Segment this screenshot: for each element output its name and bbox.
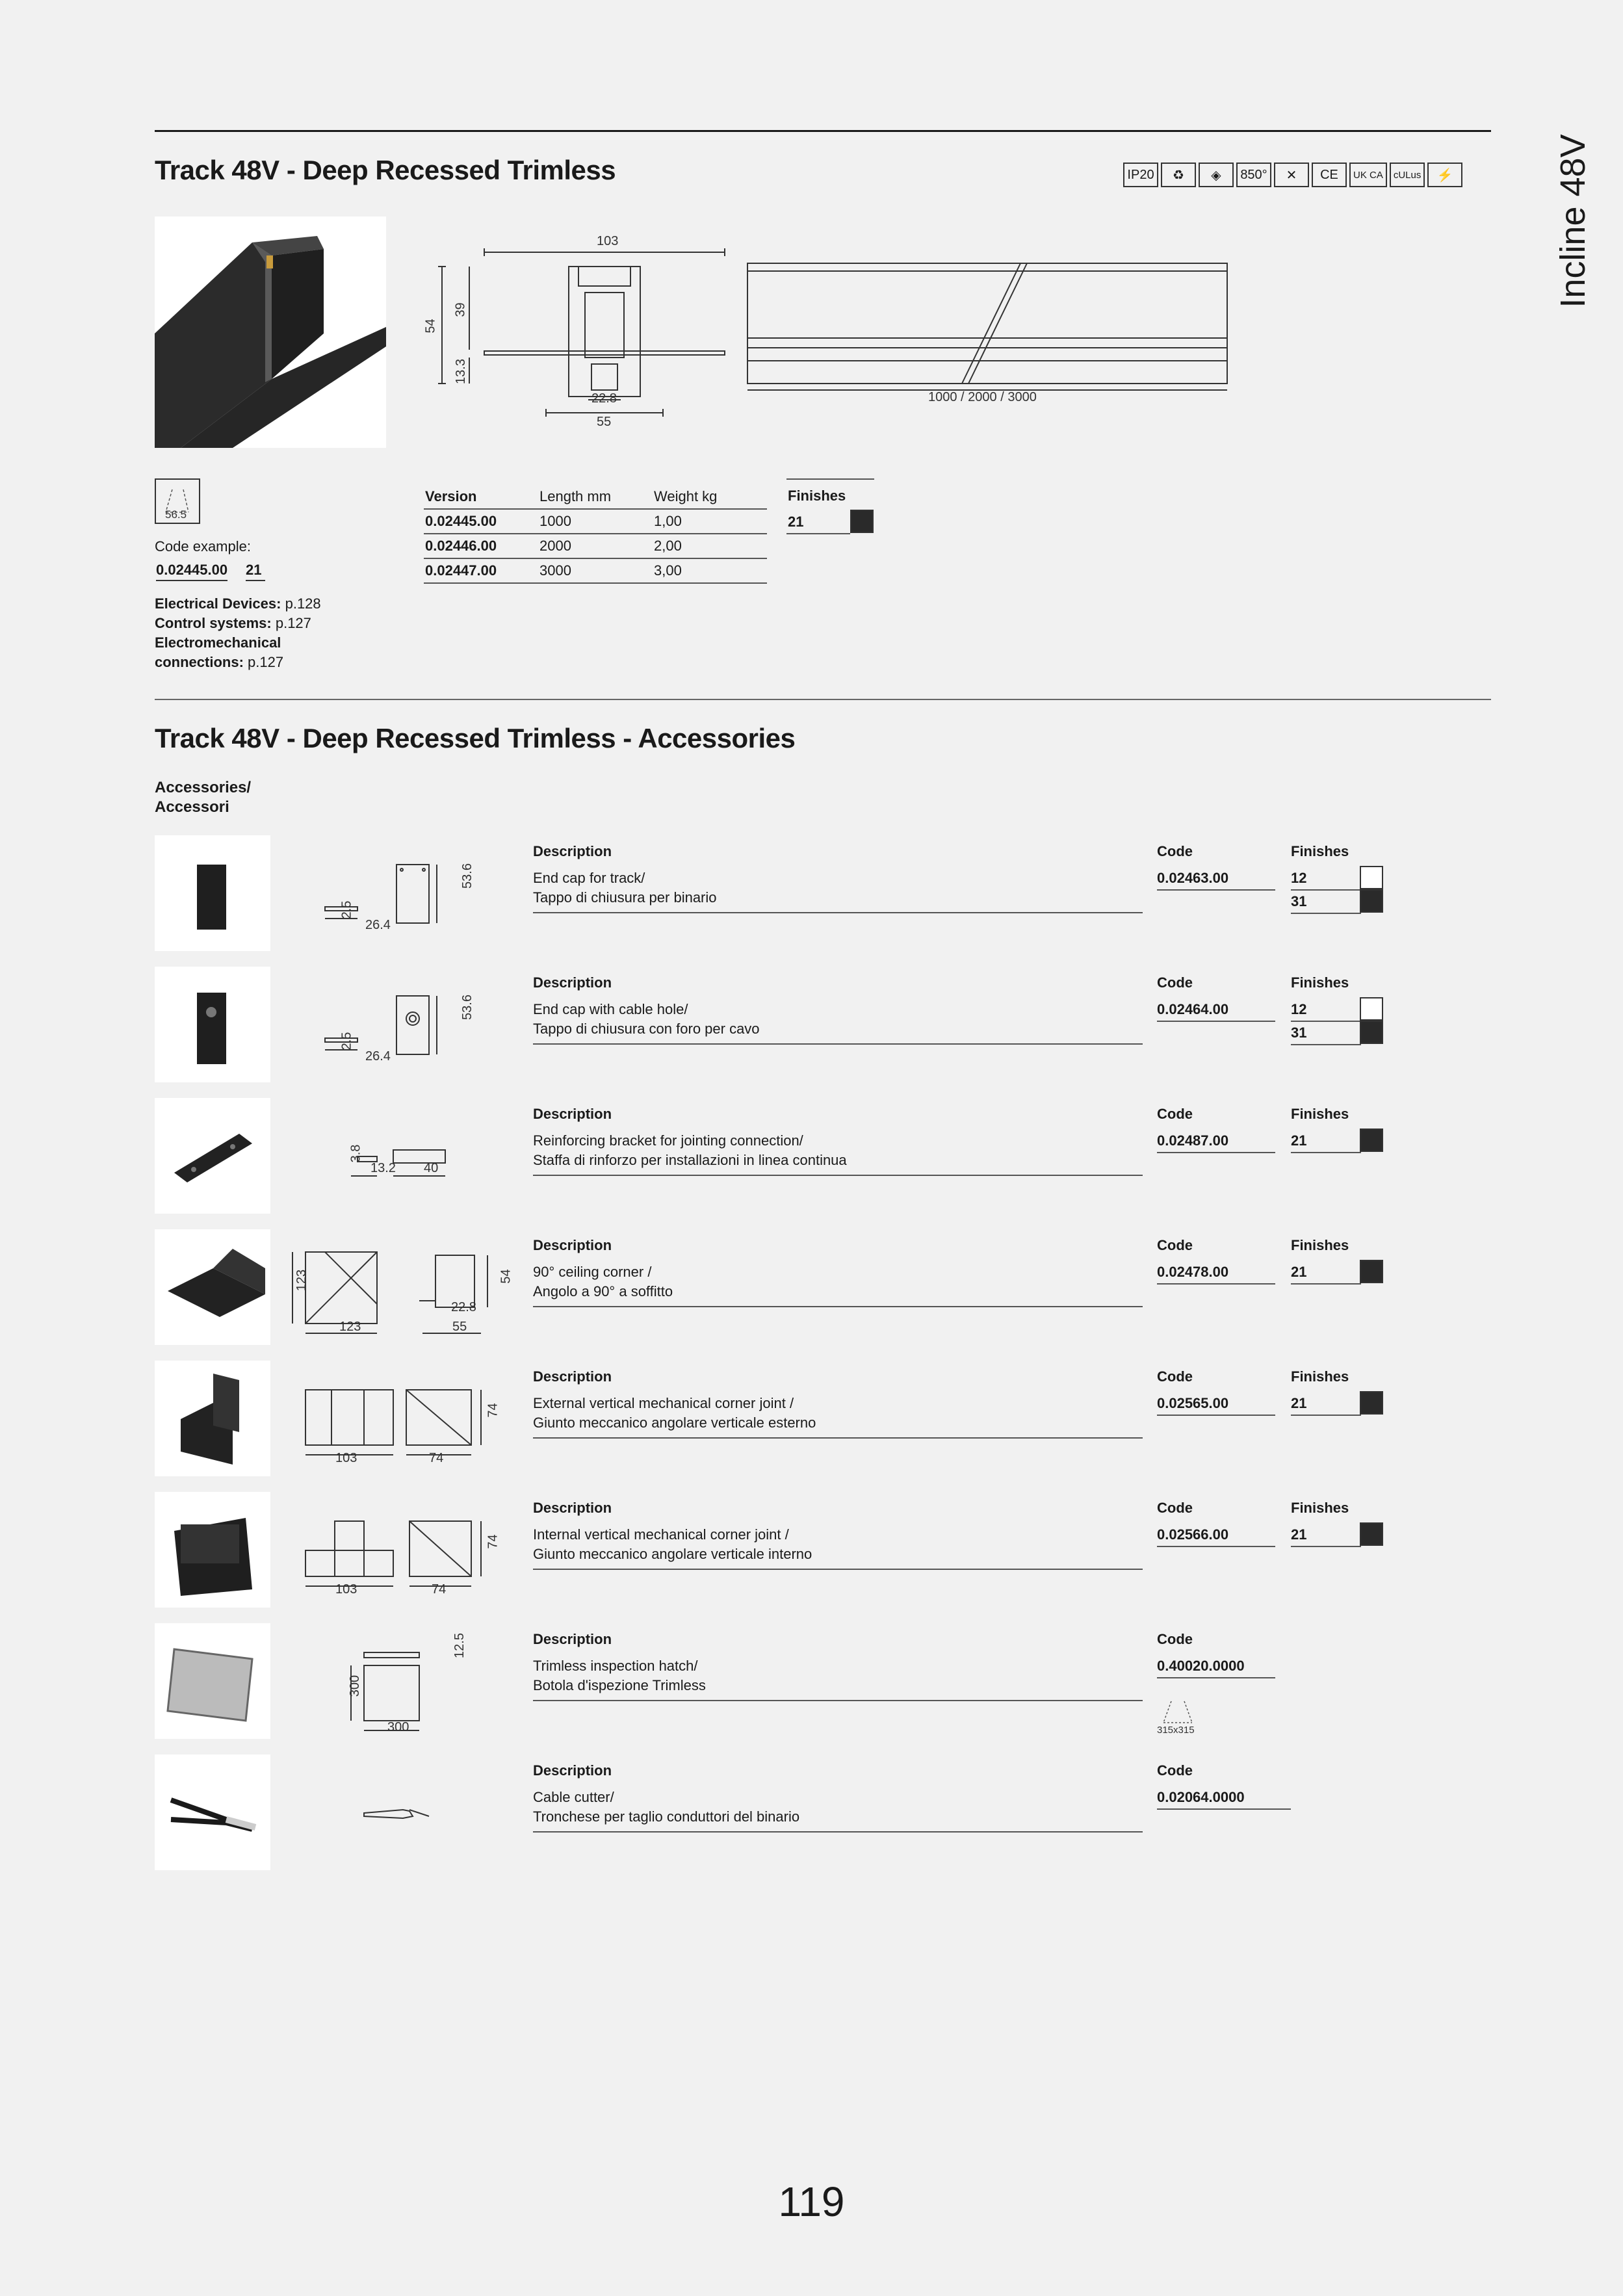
length-cell: 1000 [538, 509, 653, 534]
accessory-image [155, 1098, 270, 1214]
description-header: Description [533, 1500, 612, 1516]
accessory-dim: 74 [429, 1451, 444, 1465]
recycle-icon: ♻ [1161, 163, 1196, 187]
finish-swatch [850, 510, 874, 533]
accessory-dim: 2.5 [339, 900, 354, 919]
accessory-code: 0.02064.0000 [1157, 1789, 1245, 1805]
description-underline [533, 1700, 1143, 1701]
side-tab [1540, 130, 1605, 312]
accessory-image [155, 967, 270, 1082]
description-header: Description [533, 1106, 612, 1122]
description-line-2: Tronchese per taglio conduttori del binario [533, 1808, 800, 1825]
finish-underline [786, 533, 850, 534]
finish-code: 21 [1291, 1264, 1307, 1280]
description-header: Description [533, 1237, 612, 1253]
accessory-dim: 55 [452, 1320, 467, 1334]
finish-underline [1291, 1152, 1361, 1153]
accessory-dim: 123 [294, 1269, 309, 1292]
description-underline [533, 1569, 1143, 1570]
accessory-dim: 12.5 [452, 1633, 467, 1658]
accessory-photo [155, 1098, 270, 1214]
accessory-dim: 2.5 [339, 1032, 354, 1050]
code-header: Code [1157, 1106, 1193, 1122]
finish-code: 21 [1291, 1526, 1307, 1543]
page-number: 119 [778, 2178, 845, 2225]
accessory-dim: 22.8 [451, 1300, 476, 1314]
description-underline [533, 1175, 1143, 1176]
ref-page: p.127 [275, 615, 311, 631]
accessory-photo [155, 1229, 270, 1345]
finish-swatch [1360, 997, 1383, 1021]
version-table [424, 485, 767, 584]
finish-underline [1291, 1546, 1361, 1547]
finishes-header: Finishes [1291, 1368, 1349, 1385]
finish-swatch [1360, 889, 1383, 913]
track-render-image [155, 216, 386, 448]
weight-cell: 3,00 [653, 558, 767, 583]
accessory-image [155, 1361, 270, 1476]
dim-55: 55 [597, 415, 612, 429]
dim-39: 39 [453, 302, 468, 317]
accessory-dim: 26.4 [365, 918, 391, 932]
finishes-header: Finishes [1291, 1500, 1349, 1516]
ref-connections [155, 654, 283, 671]
product-photo [155, 216, 386, 448]
code-example-label: Code example: [155, 538, 251, 554]
accessory-image [155, 1492, 270, 1608]
accessory-code: 0.02464.00 [1157, 1001, 1229, 1017]
accessories-subtitle-1: Accessories/ [155, 779, 252, 796]
finishes-header: Finishes [788, 488, 846, 504]
accessory-photo [155, 835, 270, 951]
finish-code: 21 [788, 514, 804, 530]
accessory-photo [155, 1361, 270, 1476]
accessory-dim: 40 [424, 1161, 439, 1175]
description-underline [533, 1306, 1143, 1307]
table-row [424, 534, 767, 558]
description-underline [533, 1043, 1143, 1045]
description-line-1: Reinforcing bracket for jointing connection/ [533, 1132, 803, 1149]
accessory-dim: 103 [335, 1582, 357, 1597]
code-example-finish: 21 [246, 562, 265, 581]
finish-underline [1291, 1283, 1361, 1285]
accessory-dim: 74 [486, 1403, 500, 1418]
driver-icon: ◈ [1199, 163, 1234, 187]
code-header: Code [1157, 974, 1193, 991]
finish-swatch [1360, 1128, 1383, 1152]
accessory-dim: 123 [339, 1320, 361, 1334]
code-header: Code [1157, 1368, 1193, 1385]
profile-drawing [429, 234, 741, 429]
weight-cell: 1,00 [653, 509, 767, 534]
accessory-code: 0.40020.0000 [1157, 1658, 1245, 1674]
accessory-image [155, 1623, 270, 1739]
finish-swatch [1360, 1391, 1383, 1415]
header-weight: Weight kg [653, 485, 767, 509]
ref-control [155, 615, 311, 632]
finish-code: 31 [1291, 893, 1307, 909]
ref-label: Control systems: [155, 615, 272, 631]
finish-swatch [1360, 1260, 1383, 1283]
ref-page: p.127 [248, 654, 284, 670]
code-header: Code [1157, 843, 1193, 859]
accessory-dim: 300 [387, 1720, 409, 1734]
finish-code: 21 [1291, 1395, 1307, 1411]
description-header: Description [533, 974, 612, 991]
section-divider [155, 699, 1491, 700]
description-line-1: End cap with cable hole/ [533, 1001, 688, 1017]
finish-swatch [1360, 1021, 1383, 1044]
certification-icons [1123, 163, 1462, 187]
accessory-code: 0.02565.00 [1157, 1395, 1229, 1411]
code-example-code: 0.02445.00 [156, 562, 227, 581]
culus-icon: cULus [1390, 163, 1425, 187]
weight-cell: 2,00 [653, 534, 767, 558]
accessory-dim: 26.4 [365, 1049, 391, 1063]
description-line-2: Giunto meccanico angolare verticale esterno [533, 1415, 816, 1431]
ukca-icon: UK CA [1349, 163, 1387, 187]
accessory-photo [155, 1623, 270, 1739]
code-underline [1157, 1808, 1291, 1810]
code-header: Code [1157, 1762, 1193, 1779]
table-top-rule [786, 478, 874, 480]
dim-length: 1000 / 2000 / 3000 [928, 390, 1037, 404]
description-underline [533, 912, 1143, 913]
accessory-dim: 54 [499, 1269, 513, 1284]
length-cell: 2000 [538, 534, 653, 558]
description-line-1: External vertical mechanical corner joint / [533, 1395, 794, 1411]
description-header: Description [533, 843, 612, 859]
accessory-code: 0.02566.00 [1157, 1526, 1229, 1543]
temperature-icon: 850° [1236, 163, 1271, 187]
accessory-image [155, 1229, 270, 1345]
accessory-dim: 53.6 [460, 863, 474, 889]
description-underline [533, 1831, 1143, 1833]
finish-code: 21 [1291, 1132, 1307, 1149]
description-underline [533, 1437, 1143, 1439]
finish-underline [1291, 1415, 1361, 1416]
description-line-1: Internal vertical mechanical corner joint / [533, 1526, 789, 1543]
version-cell: 0.02447.00 [424, 558, 538, 583]
ip20-icon: IP20 [1123, 163, 1158, 187]
side-tab-label: Incline 48V [1553, 134, 1592, 308]
accessory-dim: 74 [432, 1582, 447, 1597]
finishes-header: Finishes [1291, 974, 1349, 991]
accessory-dim: 74 [486, 1534, 500, 1549]
dim-13-3: 13.3 [453, 359, 468, 384]
length-cell: 3000 [538, 558, 653, 583]
code-underline [1157, 1677, 1275, 1678]
ref-label: Electromechanical [155, 634, 281, 651]
accessory-dim: 103 [335, 1451, 357, 1465]
accessory-drawing [325, 1156, 520, 1254]
accessory-code: 0.02463.00 [1157, 870, 1229, 886]
header-length: Length mm [538, 485, 653, 509]
accessories-title: Track 48V - Deep Recessed Trimless - Accessories [155, 723, 796, 753]
finishes-header: Finishes [1291, 1106, 1349, 1122]
dim-54: 54 [423, 319, 438, 333]
version-cell: 0.02445.00 [424, 509, 538, 534]
electric-icon: ⚡ [1427, 163, 1462, 187]
code-underline [1157, 1021, 1275, 1022]
code-underline [1157, 1415, 1275, 1416]
accessory-image [155, 835, 270, 951]
description-line-1: 90° ceiling corner / [533, 1264, 652, 1280]
finish-underline [1291, 1044, 1361, 1045]
finish-code: 12 [1291, 1001, 1307, 1017]
length-drawing [747, 263, 1228, 393]
top-rule [155, 130, 1491, 132]
table-header-row [424, 485, 767, 509]
accessory-drawing [305, 1419, 500, 1517]
code-underline [1157, 889, 1275, 891]
ce-icon: CE [1312, 163, 1347, 187]
code-header: Code [1157, 1237, 1193, 1253]
finish-code: 31 [1291, 1024, 1307, 1041]
description-line-2: Staffa di rinforzo per installazioni in linea continua [533, 1152, 847, 1168]
finish-swatch [1360, 1522, 1383, 1546]
finish-swatch [1360, 866, 1383, 889]
dim-22-8: 22.8 [591, 391, 617, 406]
accessory-image [155, 1755, 270, 1870]
accessory-photo [155, 967, 270, 1082]
code-header: Code [1157, 1631, 1193, 1647]
dim-103: 103 [597, 234, 619, 248]
code-underline [1157, 1152, 1275, 1153]
accessory-dim: 300 [348, 1675, 363, 1697]
finish-underline [1291, 889, 1361, 891]
cutout-dim: 315x315 [1157, 1725, 1195, 1736]
accessory-drawing [325, 1813, 520, 1911]
finishes-header: Finishes [1291, 843, 1349, 859]
accessory-dim: 53.6 [460, 995, 474, 1020]
ref-page: p.128 [285, 595, 321, 612]
section-title: Track 48V - Deep Recessed Trimless [155, 155, 616, 185]
code-underline [1157, 1283, 1275, 1285]
accessory-dim: 13.2 [370, 1161, 396, 1175]
accessory-code: 0.02487.00 [1157, 1132, 1229, 1149]
ref-label: connections: [155, 654, 244, 670]
accessories-subtitle-2: Accessori [155, 798, 229, 816]
description-header: Description [533, 1368, 612, 1385]
code-underline [1157, 1546, 1275, 1547]
description-header: Description [533, 1631, 612, 1647]
accessory-dim: 3.8 [348, 1144, 363, 1163]
no-cover-icon: ✕ [1274, 163, 1309, 187]
description-line-2: Tappo di chiusura con foro per cavo [533, 1021, 760, 1037]
description-header: Description [533, 1762, 612, 1779]
description-line-1: Cable cutter/ [533, 1789, 614, 1805]
accessory-drawing [305, 1550, 500, 1648]
version-cell: 0.02446.00 [424, 534, 538, 558]
table-row [424, 558, 767, 583]
code-header: Code [1157, 1500, 1193, 1516]
description-line-2: Angolo a 90° a soffitto [533, 1283, 673, 1299]
finish-underline [1291, 913, 1361, 914]
description-line-1: End cap for track/ [533, 870, 645, 886]
accessory-photo [155, 1492, 270, 1608]
ref-electrical [155, 595, 321, 612]
accessory-photo [155, 1755, 270, 1870]
table-row [424, 509, 767, 534]
description-line-1: Trimless inspection hatch/ [533, 1658, 698, 1674]
header-version: Version [424, 485, 538, 509]
accessory-code: 0.02478.00 [1157, 1264, 1229, 1280]
description-line-2: Tappo di chiusura per binario [533, 889, 717, 906]
finishes-header: Finishes [1291, 1237, 1349, 1253]
finish-code: 12 [1291, 870, 1307, 886]
ref-label: Electrical Devices: [155, 595, 281, 612]
description-line-2: Giunto meccanico angolare verticale interno [533, 1546, 812, 1562]
description-line-2: Botola d'ispezione Trimless [533, 1677, 706, 1693]
ref-electromechanical [155, 634, 281, 651]
finish-underline [1291, 1021, 1361, 1022]
cutout-dim: 56.5 [165, 508, 187, 521]
